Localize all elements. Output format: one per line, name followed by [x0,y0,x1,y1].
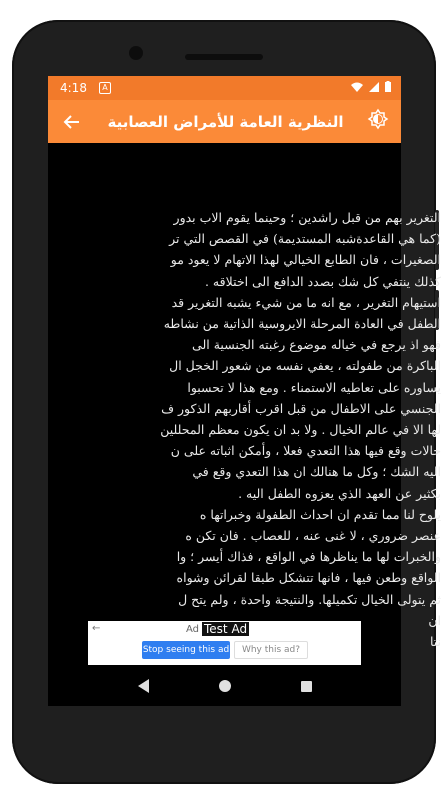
front-camera [129,46,143,60]
ad-banner[interactable] [88,621,361,665]
page-line: لها الا في عالم الخيال . ولا بد ان يكون معظم المحللين [160,422,441,438]
page-line: الطفل في العادة المرحلة الايروسية الذاتية من نشاطه [163,316,441,332]
wifi-icon [351,81,363,95]
stop-seeing-ad-button[interactable]: Stop seeing this ad [142,641,230,659]
status-bar [48,76,401,100]
nav-back-icon[interactable] [138,679,149,693]
page-line: التغرير بهم من قبل راشدين ؛ وحينما يقوم الاب بدور [173,210,441,225]
ad-label: Ad [186,624,200,635]
page-line: استيهام التغرير ، مع انه ما من شيء يشبه التغرير قد [171,294,441,310]
page-line: كذلك ينتفي كل شك بصدد الدافع الى اختلاقه . [204,273,441,289]
page-title: النظرية العامة للأمراض العصابية [107,112,344,131]
page-line: ثم يتولى الخيال تكميلها. والنتيجة واحدة ، ولم يتح ل [178,591,441,607]
nav-home-icon[interactable] [219,680,231,692]
page-line: الباكرة من طفولته ، يعفي نفسه من شعور الخجل ال [169,358,441,374]
signal-icon [369,81,379,95]
page-line: فهو اذ يرجع في خياله موضوع رغبته الجنسية الى [192,337,441,353]
ad-back-icon[interactable]: ← [92,623,101,634]
device-screen [48,76,441,706]
page-line: الجنسي على الاطفال من قبل اقرب أقاربهم الذكور ف [161,400,441,416]
page-line: الواقع وطعن فيها ، فانها تتشكل طبقا لقرائن وشواه [176,570,441,586]
ad-title: Test Ad [204,622,248,636]
book-page-text [51,207,441,652]
page-line: يساوره على تعاطيه الاستمناء . ومع هذا لا تحسبوا [187,379,441,395]
page-line: نتا [429,634,441,650]
back-arrow-icon[interactable] [48,110,96,134]
notification-icon: A [99,82,111,94]
page-line: ان [428,612,441,628]
app-bar [48,100,401,143]
page-line: حالات وقع فيها هذا التعدي فعلا ، وأمكن اثباته على ن [170,443,441,459]
page-line: (كما هي القاعدةشبه المستديمة) في القصص التي تر [169,231,441,247]
page-line: والخبرات لها ما يناظرها في الواقع ، فذاك أيسر ؛ وا [176,549,441,565]
why-this-ad-button[interactable]: Why this ad? [234,641,308,659]
page-line: الصغيرات ، فان الطابع الخيالي لهذا الاتهام لا يعود مو [170,252,441,268]
brightness-icon[interactable] [355,110,401,133]
page-line: يلوح لنا مما تقدم ان احداث الطفولة وخبراتها ه [199,506,441,522]
status-icons [351,81,391,95]
speaker-grille [185,54,263,60]
page-line: بكثير عن العهد الذي يعزوه الطفل اليه . [238,485,441,501]
nav-recents-icon[interactable] [301,681,312,692]
page-line: عنصر ضروري ، لا غنى عنه ، للعصاب . فان تكن ه [185,528,441,544]
page-line: اليه الشك ؛ وكل ما هنالك ان هذا التعدي وقع في [192,464,441,480]
navigation-bar [48,666,401,706]
ad-header [88,621,361,639]
status-time: 4:18 [60,81,87,95]
battery-icon [385,81,391,95]
